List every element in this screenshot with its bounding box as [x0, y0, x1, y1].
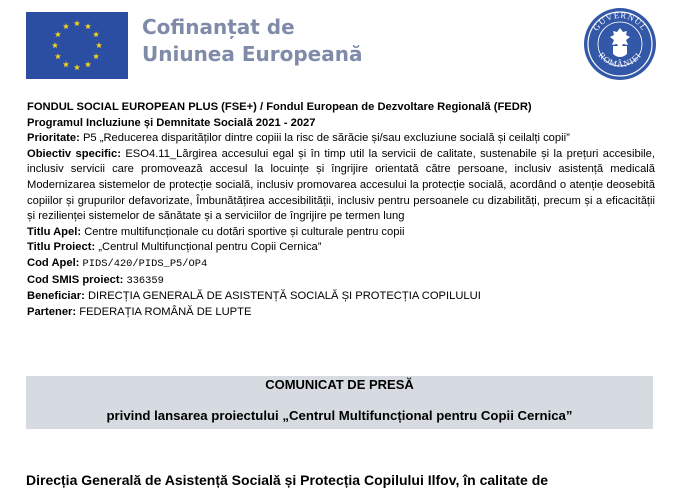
partner-label: Partener:	[27, 305, 77, 318]
beneficiary-label: Beneficiar:	[27, 290, 85, 303]
eu-flag-icon	[26, 12, 128, 79]
press-release-title: COMUNICAT DE PRESĂ	[265, 377, 414, 392]
call-value: Centre multifuncționale cu dotări sportive și culturale pentru copii	[84, 225, 405, 238]
body-paragraph: Direcția Generală de Asistență Socială și Protecția Copilului Ilfov, în calitate de	[26, 472, 549, 488]
objective-paragraph	[27, 147, 655, 225]
page-header	[0, 0, 694, 95]
priority-value: P5 „Reducerea disparităților dintre copiii la risc de sărăcie și/sau excluziune socială și ceilalți copii”	[82, 132, 570, 145]
eu-line-1: Cofinanțat de	[142, 15, 295, 39]
objective-label: Obiectiv specific:	[27, 147, 121, 160]
program-line: Programul Incluziune și Demnitate Socială 2021 - 2027	[27, 116, 316, 129]
partner-line	[27, 305, 655, 321]
seal-bottom-text: ROMÂNIEI	[596, 50, 644, 69]
call-code-line	[27, 256, 655, 273]
eu-cofinancing-label	[142, 14, 362, 68]
press-release-banner	[26, 376, 653, 429]
project-info	[27, 100, 655, 320]
eu-line-2: Uniunea Europeană	[142, 42, 363, 66]
project-line	[27, 240, 655, 256]
call-label: Titlu Apel:	[27, 225, 82, 238]
call-code-value: PIDS/420/PIDS_P5/OP4	[82, 257, 208, 270]
partner-value: FEDERAȚIA ROMÂNĂ DE LUPTE	[79, 305, 252, 318]
fund-line: FONDUL SOCIAL EUROPEAN PLUS (FSE+) / Fondul European de Dezvoltare Regională (FEDR)	[27, 101, 532, 113]
seal-top-text: GUVERNUL	[590, 9, 650, 33]
priority-line	[27, 131, 655, 147]
project-label: Titlu Proiect:	[27, 241, 96, 254]
objective-value: ESO4.11_Lărgirea accesului egal și în timp util la servicii de calitate, sustenabile și la prețuri accesibile, inclusiv servicii care promovează accesul la locuințe și îngrijire orientată către persoane, inclusiv asistență medicală Modernizarea sistemelor de protecție socială, inclusiv promovarea accesului la protecție socială, acordând o atenție deosebită copiilor și grupurilor defavorizate, Îmbunătățirea accesibilității, inclusiv pentru persoanele cu dizabilități, precum și a eficacității și rezilienței sistemelor de sănătate și a serviciilor de îngrijire pe termen lung	[27, 147, 655, 223]
romanian-government-seal-icon	[582, 6, 658, 82]
beneficiary-value: DIRECȚIA GENERALĂ DE ASISTENȚĂ SOCIALĂ ȘI PROTECȚIA COPILULUI	[87, 290, 481, 303]
smis-value: 336359	[126, 274, 164, 287]
smis-label: Cod SMIS proiect:	[27, 273, 124, 286]
smis-line	[27, 273, 655, 290]
call-code-label: Cod Apel:	[27, 256, 80, 269]
beneficiary-line	[27, 289, 655, 305]
call-line	[27, 225, 655, 241]
press-release-subtitle: privind lansarea proiectului „Centrul Multifuncțional pentru Copii Cernica”	[106, 408, 573, 423]
project-value: „Centrul Multifuncțional pentru Copii Cernica”	[98, 241, 322, 254]
priority-label: Prioritate:	[27, 132, 80, 145]
